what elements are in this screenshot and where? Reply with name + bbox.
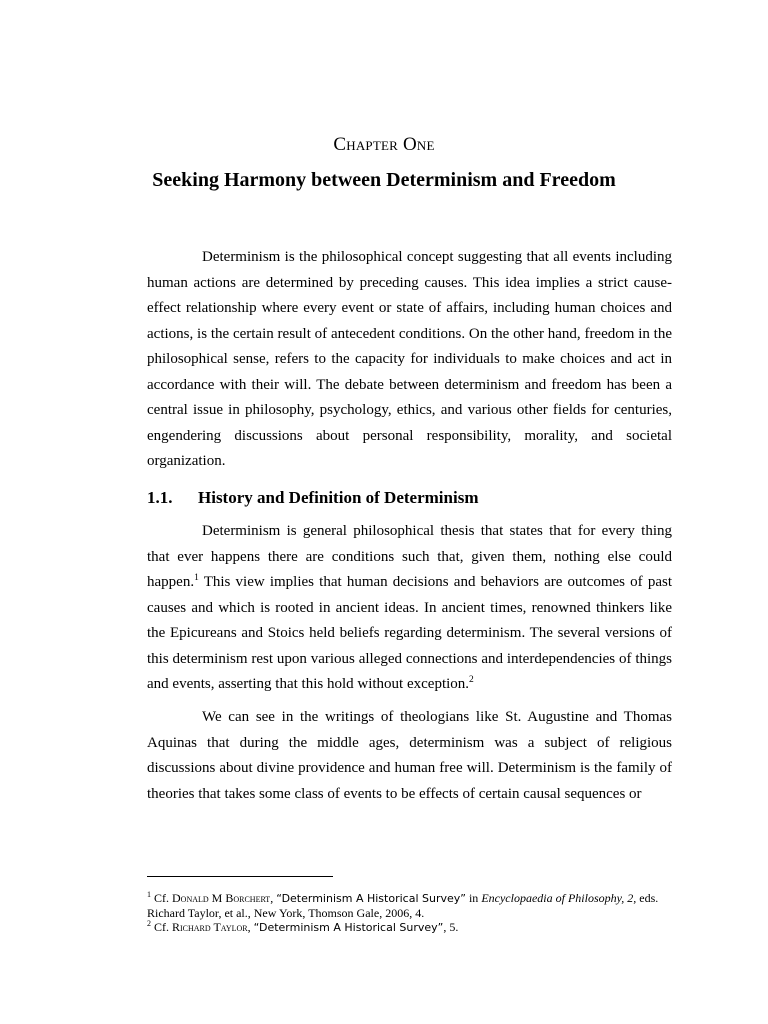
footnote-mid: in [465, 891, 482, 905]
chapter-title: Seeking Harmony between Determinism and Freedom [152, 169, 616, 191]
footnote [147, 920, 672, 935]
footnote-sep: , [247, 920, 254, 934]
footnote-separator [147, 876, 333, 877]
paragraph-text: Determinism is general philosophical thesis that states that for every thing that ever happens there are conditions such that, given them, nothing else could happen. [147, 523, 672, 590]
paragraph-text: This view implies that human decisions and behaviors are outcomes of past causes and which is rooted in ancient ideas. In ancient times, renowned thinkers like the Epicureans and Stoics held beliefs regarding determinism. The several versions of this determinism rest upon various alleged connections and interdependencies of things and events, asserting that this hold without exception. [147, 574, 672, 692]
footnote-rest: eds. Richard Taylor, et al., New York, Thomson Gale, 2006, 4. [147, 891, 659, 920]
section-number: 1.1. [147, 488, 173, 507]
footnote-prefix: Cf. [151, 891, 172, 905]
section-title: History and Definition of Determinism [198, 488, 479, 507]
footnotes [147, 891, 672, 935]
footnote-author: Richard Taylor [172, 920, 248, 934]
footnote-reference[interactable]: 2 [469, 675, 474, 685]
footnote-separator-text: , [270, 891, 277, 905]
intro-paragraph: Determinism is the philosophical concept suggesting that all events including human actions are determined by preceding causes. This idea implies a strict cause-effect relationship where every event or state of affairs, including human choices and actions, is the certain result of antecedent conditions. On the other hand, freedom in the philosophical sense, refers to the capacity for individuals to make choices and act in accordance with their will. The debate between determinism and freedom has been a central issue in philosophy, psychology, ethics, and various other fields for centuries, engendering discussions about personal responsibility, morality, and societal organization. [147, 249, 672, 469]
section-heading [147, 488, 478, 508]
footnote-quote: “Determinism A Historical Survey” [276, 892, 466, 905]
chapter-label: Chapter One [333, 134, 435, 155]
footnote-rest: , 5. [443, 920, 459, 934]
footnote-quote: “Determinism A Historical Survey” [253, 921, 444, 934]
footnote-reference[interactable]: 1 [194, 573, 199, 583]
footnote-prefix: Cf. [151, 920, 172, 934]
footnote-number: 1 [147, 890, 151, 899]
footnote [147, 891, 672, 920]
footnote-work: Encyclopaedia of Philosophy, 2, [481, 891, 637, 905]
paragraph-middle-ages: We can see in the writings of theologians like St. Augustine and Thomas Aquinas that during the middle ages, determinism was a subject of religious discussions about divine providence and human free will. Determinism is the family of theories that takes some class of events to be effects of certain causal sequences or [147, 709, 672, 802]
footnote-number: 2 [147, 919, 151, 928]
paragraph-history [147, 519, 672, 698]
footnote-author: Donald M Borchert [172, 891, 271, 905]
